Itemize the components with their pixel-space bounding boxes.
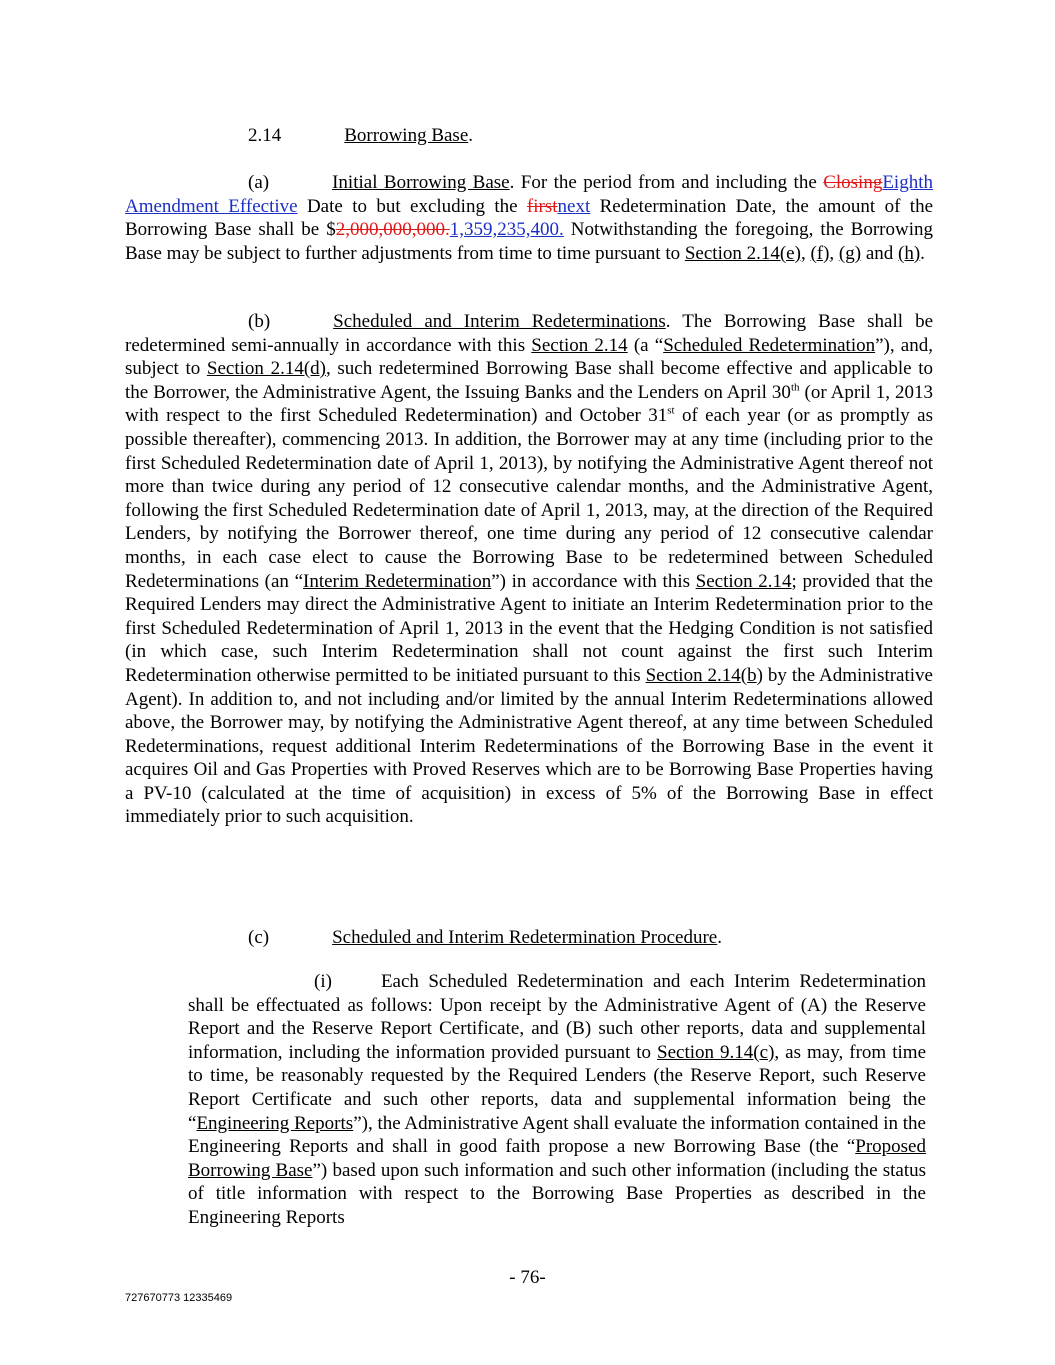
section-reference: Section 9.14(c) <box>657 1041 775 1063</box>
section-number: 2.14 <box>248 125 282 146</box>
inserted-text: 1,359,235,400. <box>449 219 564 241</box>
section-reference: Section 2.14(d) <box>206 358 326 380</box>
defined-term: Scheduled Redetermination <box>663 334 876 356</box>
defined-term: Interim Redetermination <box>303 570 492 592</box>
para-c-i-text: ”), the Administrative Agent shall evaluate the information contained in the Engineering Reports and shall in good faith propose a new Borrowing Base (the “ <box>188 1112 926 1158</box>
para-b-text: (a “ <box>627 334 664 356</box>
para-b-text: ; provided that the Required Lenders may direct the Administrative Agent to initiate an Interim Redetermination prior to the first Scheduled Redetermination of April 1, 2013 in the event that the Hedging Condition is not satisfied (in which case, such Interim Redetermination shall not count against the first such Interim Redetermination otherwise permitted to be initiated pursuant to this <box>125 570 933 686</box>
section-reference: Section 2.14(e) <box>684 242 801 264</box>
para-b-text: of each year (or as promptly as possible thereafter), commencing 2013. In addition, the Borrower may at any time (including prior to the first Scheduled Redetermination date of April 1, 2013), by notifying the Administrative Agent thereof not more than twice during any period of 12 consecutive calendar months, and the Administrative Agent, following the first Scheduled Redetermination date of April 1, 2013, may, at the direction of the Required Lenders, by notifying the Borrower thereof, one time during any period of 12 consecutive calendar months, in each case elect to cause the Borrowing Base to be redetermined between Scheduled Redeterminations (an “ <box>125 405 933 592</box>
section-reference: Section 2.14 <box>695 570 792 592</box>
para-a-text: . <box>920 242 925 264</box>
section-reference: Section 2.14 <box>645 664 741 686</box>
para-b-text: ”) in accordance with this <box>491 570 696 592</box>
para-c-heading: Scheduled and Interim Redetermination Procedure <box>332 927 718 948</box>
paragraph-c <box>125 926 933 950</box>
para-c-label: (c) <box>248 927 270 948</box>
para-c-i-text: ”) based upon such information and such other information (including the status of title information with respect to the Borrowing Base Properties as described in the Engineering Reports <box>188 1159 927 1228</box>
section-reference: (g) <box>838 242 862 264</box>
para-b-label: (b) <box>248 311 271 332</box>
deleted-text: 2,000,000,000. <box>335 219 450 241</box>
ordinal-suffix: st <box>667 405 675 418</box>
para-b-text: . The Borrowing Base shall be redetermined semi-annually in accordance with this <box>125 311 933 356</box>
para-a-text: , <box>800 242 811 264</box>
para-b-text: (or April 1, 2013 with respect to the first Scheduled Redetermination) and October 31 <box>125 381 934 427</box>
para-a-label: (a) <box>248 172 270 193</box>
ordinal-suffix: th <box>790 381 800 394</box>
deleted-text: first <box>526 195 558 217</box>
para-a-text: Redetermination Date, the amount of the Borrowing Base shall be $ <box>125 195 934 241</box>
section-title-punct: . <box>468 125 474 146</box>
paragraph-b <box>125 310 933 829</box>
para-c-i-text: Each Scheduled Redetermination and each Interim Redetermination shall be effectuated as follows: Upon receipt by the Administrative Agent of (A) the Reserve Report and the Reserve Report Certificate, and (B) such other reports, data and supplemental information, including the information provided pursuant to <box>188 971 926 1063</box>
para-b-text: ”), and, subject to <box>125 334 933 380</box>
section-reference: b <box>747 664 757 686</box>
inserted-text: next <box>557 195 591 217</box>
document-id: 727670773 12335469 <box>125 1292 233 1304</box>
section-title: Borrowing Base <box>344 125 469 146</box>
para-a-text: . For the period from and including the <box>509 172 824 193</box>
section-heading <box>125 124 933 148</box>
para-b-text: ( <box>740 664 748 686</box>
para-b-heading: Scheduled and Interim Redeterminations <box>333 311 666 332</box>
defined-term: Engineering Reports <box>196 1112 354 1134</box>
deleted-text: Closing <box>823 172 883 193</box>
page-number: - 76- <box>509 1267 546 1288</box>
para-c-i-text: , as may, from time to time, be reasonably requested by the Required Lenders (the Reserve Report, such Reserve Report Certificate and such other reports, data and supplemental information being the “ <box>188 1041 927 1134</box>
para-b-text: , such redetermined Borrowing Base shall become effective and applicable to the Borrower, the Administrative Agent, the Issuing Banks and the Lenders on April 30 <box>125 358 933 403</box>
section-reference: Section 2.14 <box>531 334 628 356</box>
para-a-heading: Initial Borrowing Base <box>332 172 510 193</box>
inserted-text: Eighth Amendment Effective <box>125 172 933 217</box>
para-c-punct: . <box>717 927 722 948</box>
paragraph-c-i <box>188 970 926 1230</box>
section-reference: (h) <box>898 242 921 264</box>
para-c-i-label: (i) <box>314 971 332 992</box>
section-reference: (f) <box>810 242 830 264</box>
defined-term: Proposed Borrowing Base <box>188 1136 926 1181</box>
para-a-text: Notwithstanding the foregoing, the Borrowing Base may be subject to further adjustments from time to time pursuant to <box>125 219 934 264</box>
para-a-text: and <box>861 242 899 264</box>
para-a-text: Date to but excluding the <box>297 195 527 217</box>
paragraph-a <box>125 171 933 265</box>
para-b-text: ) by the Administrative Agent). In addition to, and not including and/or limited by the annual Interim Redeterminations allowed above, the Borrower may, by notifying the Administrative Agent thereof, at any time between Scheduled Redeterminations, request additional Interim Redeterminations of the Borrowing Base in the event it acquires Oil and Gas Properties with Proved Reserves which are to be Borrowing Base Properties having a PV-10 (calculated at the time of acquisition) in excess of 5% of the Borrowing Base in effect immediately prior to such acquisition. <box>125 664 933 828</box>
para-a-text: , <box>829 242 839 264</box>
